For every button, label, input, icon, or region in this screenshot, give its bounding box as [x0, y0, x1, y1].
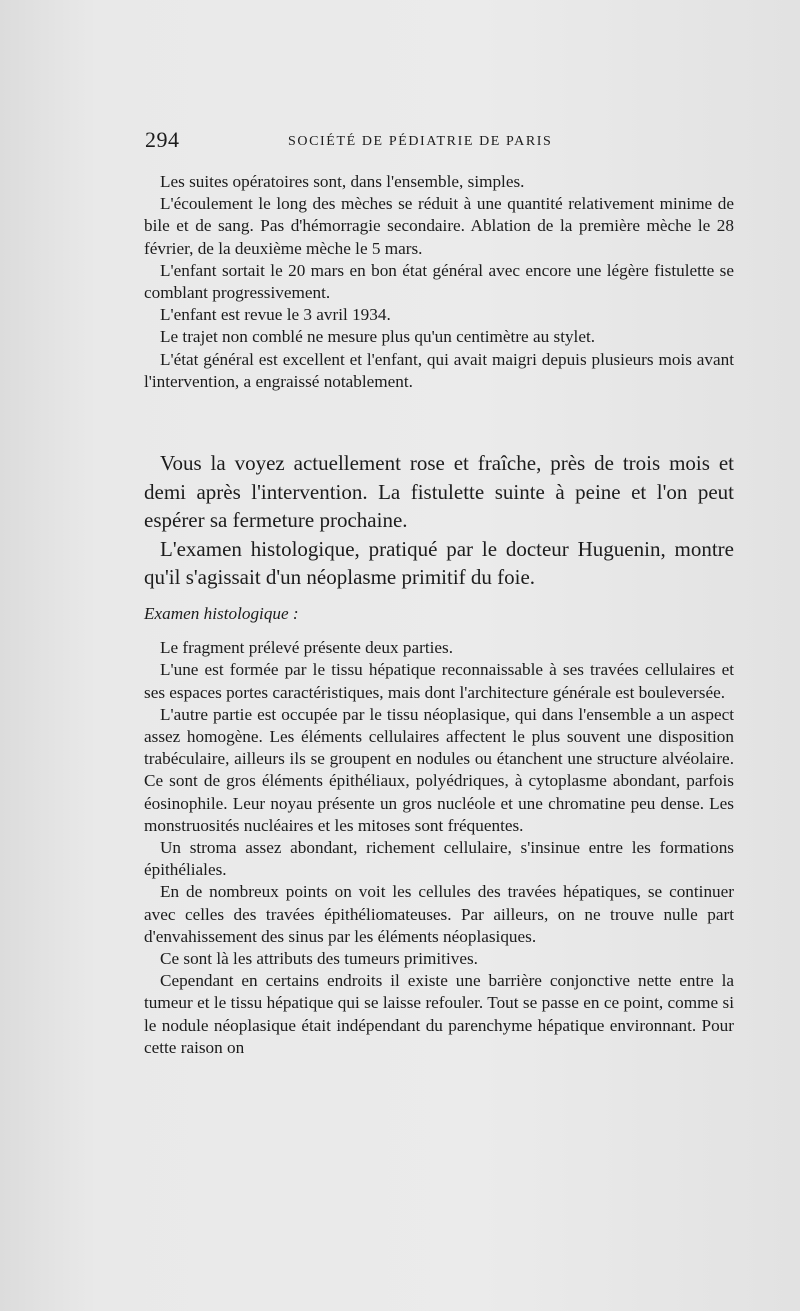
paragraph: L'écoulement le long des mèches se réduit à une quantité relativement minime de bile et de sang. Pas d'hémorragie secondaire. Ablation de la première mèche le 28 février, de la deuxième mèche le 5 mars.	[144, 194, 734, 258]
paragraph: En de nombreux points on voit les cellules des travées hépatiques, se continuer avec celles des travées épithéliomateuses. Par ailleurs, on ne trouve nulle part d'envahissement des sinus par les éléments néoplasiques.	[144, 882, 734, 946]
paragraph: L'enfant sortait le 20 mars en bon état général avec encore une légère fistulette se comblant progressivement.	[144, 260, 734, 303]
paragraph: L'examen histologique, pratiqué par le docteur Huguenin, montre qu'il s'agissait d'un néoplasme primitif du foie.	[144, 536, 734, 589]
page-number: 294	[145, 127, 180, 152]
paragraph: Un stroma assez abondant, richement cellulaire, s'insinue entre les formations épithéliales.	[144, 838, 734, 880]
paragraph: L'une est formée par le tissu hépatique reconnaissable à ses travées cellulaires et ses espaces portes caractéristiques, mais dont l'architecture générale est bouleversée.	[144, 660, 734, 702]
paragraph: L'enfant est revue le 3 avril 1934.	[160, 305, 391, 325]
paragraph: Cependant en certains endroits il existe une barrière conjonctive nette entre la tumeur et le tissu hépatique qui se laisse refouler. Tout se passe en ce point, comme si le nodule néoplasique était indépendant du parenchyme hépatique environnant. Pour cette raison on	[144, 971, 734, 1057]
running-head: SOCIÉTÉ DE PÉDIATRIE DE PARIS	[288, 134, 553, 149]
paragraph: L'état général est excellent et l'enfant, qui avait maigri depuis plusieurs mois avant l'intervention, a engraissé notablement.	[144, 349, 734, 391]
page-header	[145, 127, 745, 157]
paragraph: Le fragment prélevé présente deux parties.	[160, 638, 454, 658]
paragraph: Ce sont là les attributs des tumeurs primitives.	[160, 949, 478, 969]
main-discussion-section	[144, 449, 734, 592]
paragraph: Le trajet non comblé ne mesure plus qu'un centimètre au stylet.	[160, 327, 596, 347]
paragraph: L'autre partie est occupée par le tissu néoplasique, qui dans l'ensemble a un aspect assez homogène. Les éléments cellulaires affectent le plus souvent une disposition trabéculaire, ailleurs ils se groupent en nodules ou étanchent une structure alvéolaire. Ce sont de gros éléments épithéliaux, polyédriques, à cytoplasme abondant, parfois éosinophile. Leur noyau présente un gros nucléole et une chromatine peu dense. Les monstruosités nucléaires et les mitoses sont fréquentes.	[144, 704, 734, 835]
paragraph: Vous la voyez actuellement rose et fraîche, près de trois mois et demi après l'intervention. La fistulette suinte à peine et l'on peut espérer sa fermeture prochaine.	[144, 451, 734, 532]
clinical-report-section	[144, 171, 734, 393]
histology-section	[144, 603, 734, 1059]
section-heading: Examen histologique :	[144, 604, 299, 623]
paragraph: Les suites opératoires sont, dans l'ensemble, simples.	[160, 172, 525, 191]
